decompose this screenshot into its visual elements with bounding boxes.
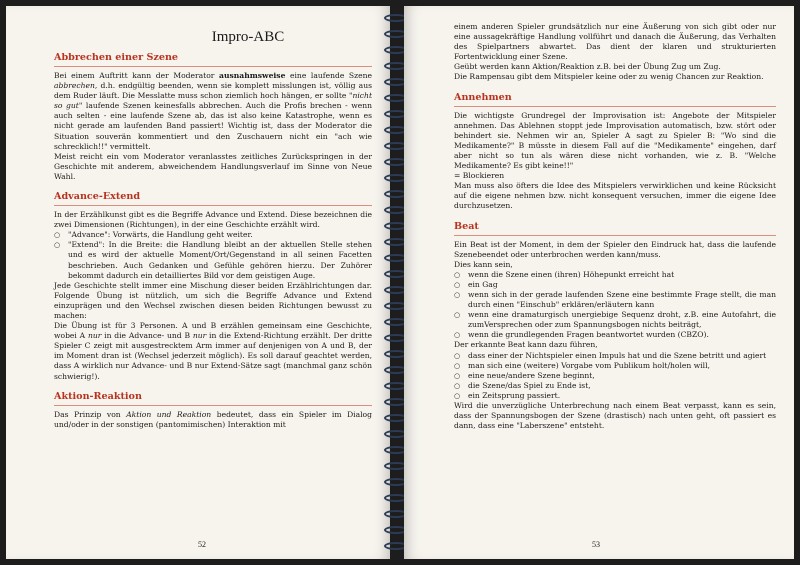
paragraph-annehmen-2: = Blockieren xyxy=(454,171,505,181)
list-item: ○ wenn die grundlegenden Fragen beantwortet wurden (CBZO). xyxy=(454,330,776,340)
list-item: ○ dass einer der Nichtspieler einen Impuls hat und die Szene betritt und agiert xyxy=(454,351,776,361)
left-page xyxy=(6,6,390,559)
advance-extend-list xyxy=(54,230,372,280)
list-item: ○ "Extend": In die Breite: die Handlung bleibt an der aktuellen Stelle stehen und es wird der aktuelle Moment/Ort/Gegenstand in all seinen Facetten beschrieben. Auch Gedanken und Gefühle gehören hierzu. Der Zuhörer bekommt dadurch ein detailliertes Bild vor dem geistigen Auge. xyxy=(54,240,372,280)
list-item: ○ die Szene/das Spiel zu Ende ist, xyxy=(454,381,776,391)
paragraph-advance-2: Jede Geschichte stellt immer eine Mischung dieser beiden Erzählrichtungen dar. Folgende Übung ist nützlich, um sich die Begriffe Advance und Extend einzuprägen und den Wechsel zwischen diesen beiden Richtungen bewusst zu machen: xyxy=(54,280,372,320)
heading-rule xyxy=(454,235,776,236)
list-item: ○ wenn die Szene einen (ihren) Höhepunkt erreicht hat xyxy=(454,270,776,280)
paragraph-aktion-1: Das Prinzip von Aktion und Reaktion bedeutet, dass ein Spieler im Dialog und/oder in der sonstigen (pantomimischen) Interaktion mit xyxy=(54,409,372,429)
list-item: ○ "Advance": Vorwärts, die Handlung geht weiter. xyxy=(54,230,372,240)
heading-annehmen: Annehmen xyxy=(454,91,512,103)
heading-advance-extend: Advance-Extend xyxy=(54,191,141,203)
list-item: ○ ein Zeitsprung passiert. xyxy=(454,391,776,401)
list-item: ○ ein Gag xyxy=(454,280,776,290)
right-page-content xyxy=(454,22,776,431)
beat-list-1 xyxy=(454,270,776,341)
heading-rule xyxy=(54,205,372,206)
heading-rule xyxy=(54,405,372,406)
heading-rule xyxy=(54,66,372,67)
beat-list-2 xyxy=(454,351,776,401)
paragraph-beat-1: Ein Beat ist der Moment, in dem der Spieler den Eindruck hat, dass die laufende Szenebeendet oder unterbrochen werden kann/muss. xyxy=(454,239,776,259)
paragraph-aktion-cont-2: Geübt werden kann Aktion/Reaktion z.B. bei der Übung Zug um Zug. xyxy=(454,62,721,72)
paragraph-advance-3: Die Übung ist für 3 Personen. A und B erzählen gemeinsam eine Geschichte, wobei A nur in die Advance- und B nur in die Extend-Richtung erzählt. Der dritte Spieler C zeigt mit ausgestrecktem Arm immer auf denjenigen von A und B, der im Moment dran ist (Wechsel jederzeit möglich). Es soll darauf geachtet werden, dass A wirklich nur Advance- und B nur Extend-Sätze sagt (manchmal ganz schön schwierig!). xyxy=(54,321,372,381)
list-item: ○ wenn sich in der gerade laufenden Szene eine bestimmte Frage stellt, die man durch einen "Einschub" erklären/erläutern kann xyxy=(454,290,776,310)
paragraph-abbrechen-1: Bei einem Auftritt kann der Moderator ausnahmsweise eine laufende Szene abbrechen, d.h. endgültig beenden, wenn sie komplett misslungen ist, völlig aus dem Ruder läuft. Die Messlatte muss schon ziemlich hoch hängen, er sollte "nicht so gut" laufende Szenen keinesfalls abbrechen. Auch die Profis brechen - wenn auch selten - eine laufende Szene ab, das ist also keine Katastrophe, wenn es nicht gerade am laufenden Band passiert! Wichtig ist, dass der Moderator die Situation souverän kommentiert und den Zuschauern nicht ein "ach wie schrecklich!!" vermittelt. xyxy=(54,71,373,151)
paragraph-advance-1: In der Erzählkunst gibt es die Begriffe Advance und Extend. Diese bezeichnen die zwei Dimensionen (Richtungen), in der eine Geschichte erzählt wird. xyxy=(54,210,372,230)
heading-beat: Beat xyxy=(454,220,479,232)
page-number-right: 53 xyxy=(592,540,600,549)
list-item: ○ eine neue/andere Szene beginnt, xyxy=(454,371,776,381)
paragraph-annehmen-1: Die wichtigste Grundregel der Improvisation ist: Angebote der Mitspieler annehmen. Das Ablehnen stoppt jede Improvisation automatisch, bzw. stört oder behindert sie. Nehmen wir an, Spieler A sagt zu Spieler B: "Wo sind die Medikamente?" B müsste in diesem Fall auf die "Medikamente" eingehen, darf aber nicht so tun als wären diese nicht vorhanden, wie z. B. "Welche Medikamente? Es gibt keine!!" xyxy=(454,110,776,171)
heading-rule xyxy=(454,106,776,107)
list-item: ○ wenn eine dramaturgisch unergiebige Sequenz droht, z.B. eine Autofahrt, die zumVersprechen oder zum Spannungsbogen nichts beiträgt, xyxy=(454,310,776,330)
paragraph-aktion-cont-1: einem anderen Spieler grundsätzlich nur eine Äußerung von sich gibt oder nur eine aussagekräftige Handlung vollführt und danach die Äußerung, das Verhalten des Spielpartners abwartet. Das dient der klaren und strukturierten Fortentwicklung einer Szene. xyxy=(454,22,776,62)
left-page-content xyxy=(54,28,372,430)
list-item: ○ man sich eine (weitere) Vorgabe vom Publikum holt/holen will, xyxy=(454,361,776,371)
paragraph-beat-4: Wird die unverzügliche Unterbrechung nach einem Beat verpasst, kann es sein, dass der Spannungsbogen der Szene (drastisch) nach unten geht, oft passiert es dann, dass eine "Laberszene" entsteht. xyxy=(454,401,776,431)
paragraph-annehmen-3: Man muss also öfters die Idee des Mitspielers verwirklichen und keine Rücksicht auf die eigene nehmen bzw. nicht konsequent versuchen, immer die eigene Idee durchzusetzen. xyxy=(454,181,776,211)
heading-abbrechen: Abbrechen einer Szene xyxy=(54,52,179,63)
paragraph-abbrechen-2: Meist reicht ein vom Moderator veranlasstes zeitliches Zurückspringen in der Geschichte mit anderem, abweichendem Handlungsverlauf im Sinne von Neue Wahl. xyxy=(54,151,372,181)
paragraph-beat-3: Der erkannte Beat kann dazu führen, xyxy=(454,340,598,350)
paragraph-aktion-cont-3: Die Rampensau gibt dem Mitspieler keine oder zu wenig Chancen zur Reaktion. xyxy=(454,72,764,82)
running-head: Impro-ABC xyxy=(211,29,285,45)
paragraph-beat-2: Dies kann sein, xyxy=(454,259,513,269)
right-page xyxy=(404,6,794,559)
heading-aktion-reaktion: Aktion-Reaktion xyxy=(54,390,142,402)
page-number-left: 52 xyxy=(198,540,206,549)
